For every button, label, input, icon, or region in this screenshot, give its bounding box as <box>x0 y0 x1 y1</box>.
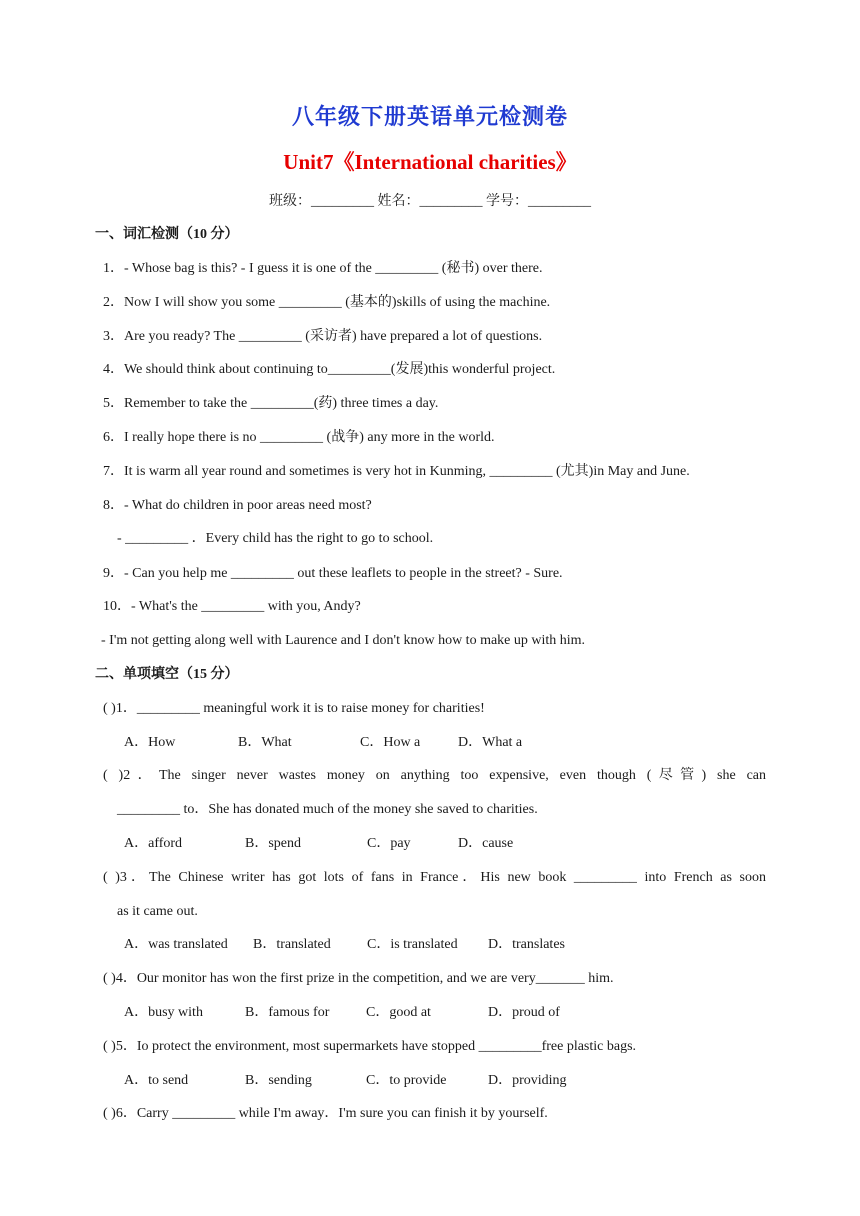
vocab-item: 4．We should think about continuing to_________(发展)this wonderful project. <box>103 362 556 377</box>
option-d: D．translates <box>488 937 565 952</box>
unit-title: Unit7《International charities》 <box>283 150 577 174</box>
option-c: C．is translated <box>367 937 458 952</box>
section-heading-vocabulary: 一、词汇检测（10 分） <box>95 227 239 242</box>
question-stem-continued: as it came out. <box>117 904 198 919</box>
option-d: D．providing <box>488 1073 567 1088</box>
option-a: A．to send <box>124 1073 189 1088</box>
vocab-item: 9．- Can you help me _________ out these leaflets to people in the street? - Sure. <box>103 566 563 581</box>
option-b: B．translated <box>253 937 331 952</box>
page-title: 八年级下册英语单元检测卷 <box>291 104 568 130</box>
options-row <box>124 936 565 954</box>
vocab-item: - I'm not getting along well with Laurence and I don't know how to make up with him. <box>101 633 586 648</box>
option-b: B．What <box>238 735 292 750</box>
options-row <box>124 1004 560 1022</box>
option-a: A．afford <box>124 836 183 851</box>
option-c: C．good at <box>366 1005 431 1020</box>
vocab-item: 1．- Whose bag is this? - I guess it is one of the _________ (秘书) over there. <box>103 261 543 276</box>
question-stem: ( )2．The singer never wastes money on anything too expensive, even though (尽管) she can <box>103 768 766 783</box>
option-c: C．How a <box>360 735 421 750</box>
option-b: B．sending <box>245 1073 312 1088</box>
question-stem: ( )4．Our monitor has won the first prize in the competition, and we are very_______ him. <box>103 971 614 986</box>
options-row <box>124 734 522 752</box>
vocab-item: 3．Are you ready? The _________ (采访者) have prepared a lot of questions. <box>103 329 543 344</box>
option-a: A．was translated <box>124 937 228 952</box>
vocab-item: - _________ ．Every child has the right to go to school. <box>117 531 434 546</box>
vocab-item: 7．It is warm all year round and sometimes is very hot in Kunming, _________ (尤其)in May and June. <box>103 464 690 479</box>
option-d: D．proud of <box>488 1005 560 1020</box>
question-stem: ( )5．Io protect the environment, most supermarkets have stopped _________free plastic bags. <box>103 1039 637 1054</box>
question-stem: ( )3．The Chinese writer has got lots of fans in France．His new book _________ into French as soon <box>103 870 766 885</box>
question-stem: ( )1．_________ meaningful work it is to raise money for charities! <box>103 701 485 716</box>
vocab-item: 10．- What's the _________ with you, Andy? <box>103 599 361 614</box>
vocab-item: 5．Remember to take the _________(药) three times a day. <box>103 396 439 411</box>
options-row <box>124 1072 567 1090</box>
option-d: D．cause <box>458 836 514 851</box>
option-c: C．to provide <box>366 1073 447 1088</box>
options-row <box>124 835 513 853</box>
vocab-item: 6．I really hope there is no _________ (战争) any more in the world. <box>103 430 495 445</box>
option-c: C．pay <box>367 836 411 851</box>
option-a: A．busy with <box>124 1005 203 1020</box>
option-b: B．spend <box>245 836 301 851</box>
question-stem: ( )6．Carry _________ while I'm away．I'm sure you can finish it by yourself. <box>103 1106 548 1121</box>
option-a: A．How <box>124 735 176 750</box>
vocab-item: 8．- What do children in poor areas need most? <box>103 498 372 513</box>
vocab-item: 2．Now I will show you some _________ (基本的)skills of using the machine. <box>103 295 551 310</box>
student-info-line: 班级：_________ 姓名：_________ 学号：_________ <box>269 194 591 209</box>
option-d: D．What a <box>458 735 523 750</box>
question-stem-continued: _________ to．She has donated much of the money she saved to charities. <box>117 802 538 817</box>
option-b: B．famous for <box>245 1005 330 1020</box>
section-heading-single-choice: 二、单项填空（15 分） <box>95 667 239 682</box>
